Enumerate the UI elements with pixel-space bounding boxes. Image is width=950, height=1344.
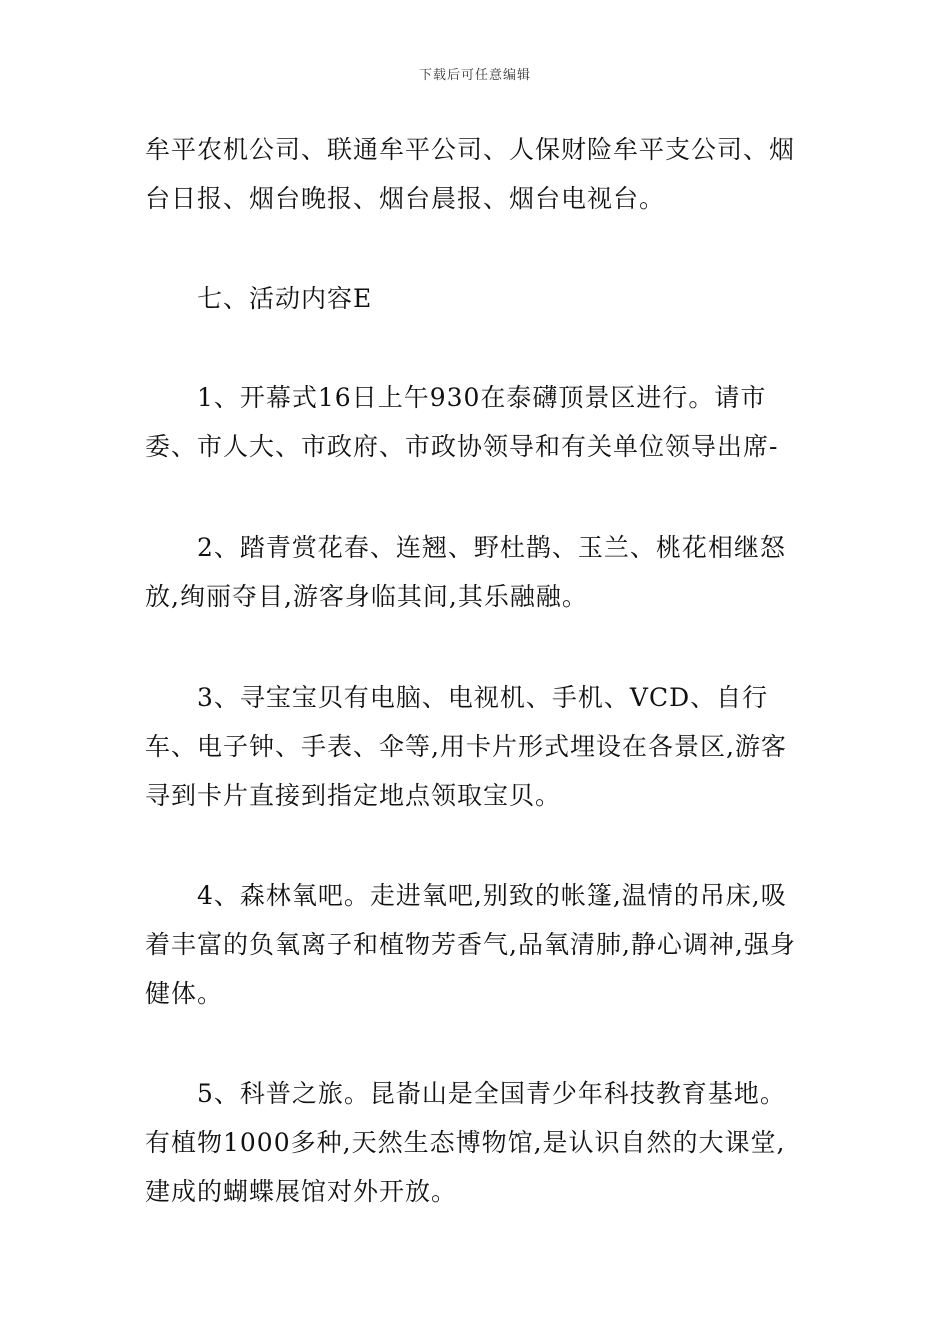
- section-heading-activities: [145, 274, 810, 323]
- paragraph-item-1: [145, 373, 810, 471]
- page-header: 下载后可任意编辑: [418, 68, 531, 83]
- paragraph-text: 牟平农机公司、联通牟平公司、人保财险牟平支公司、烟台日报、烟台晚报、烟台晨报、烟台电视台。: [145, 135, 796, 213]
- paragraph-text: 3、寻宝宝贝有电脑、电视机、手机、VCD、自行车、电子钟、手表、伞等,用卡片形式埋设在各景区,游客寻到卡片直接到指定地点领取宝贝。: [145, 683, 787, 810]
- paragraph-item-3: [145, 673, 810, 820]
- paragraph-item-5: [145, 1069, 810, 1216]
- paragraph-text: 5、科普之旅。昆嵛山是全国青少年科技教育基地。有植物1000多种,天然生态博物馆,是认识自然的大课堂,建成的蝴蝶展馆对外开放。: [145, 1079, 786, 1206]
- paragraph-item-2: [145, 523, 810, 621]
- paragraph-text: 4、森林氧吧。走进氧吧,别致的帐篷,温情的吊床,吸着丰富的负氧离子和植物芳香气,品氧清肺,静心调神,强身健体。: [145, 881, 796, 1008]
- paragraph-sponsors: [145, 125, 810, 223]
- paragraph-text: 1、开幕式16日上午930在泰礴顶景区进行。请市委、市人大、市政府、市政协领导和有关单位领导出席-: [145, 383, 779, 461]
- paragraph-item-4: [145, 871, 810, 1018]
- section-heading-text: 七、活动内容E: [197, 284, 373, 313]
- paragraph-text: 2、踏青赏花春、连翘、野杜鹊、玉兰、桃花相继怒放,绚丽夺目,游客身临其间,其乐融融。: [145, 533, 786, 611]
